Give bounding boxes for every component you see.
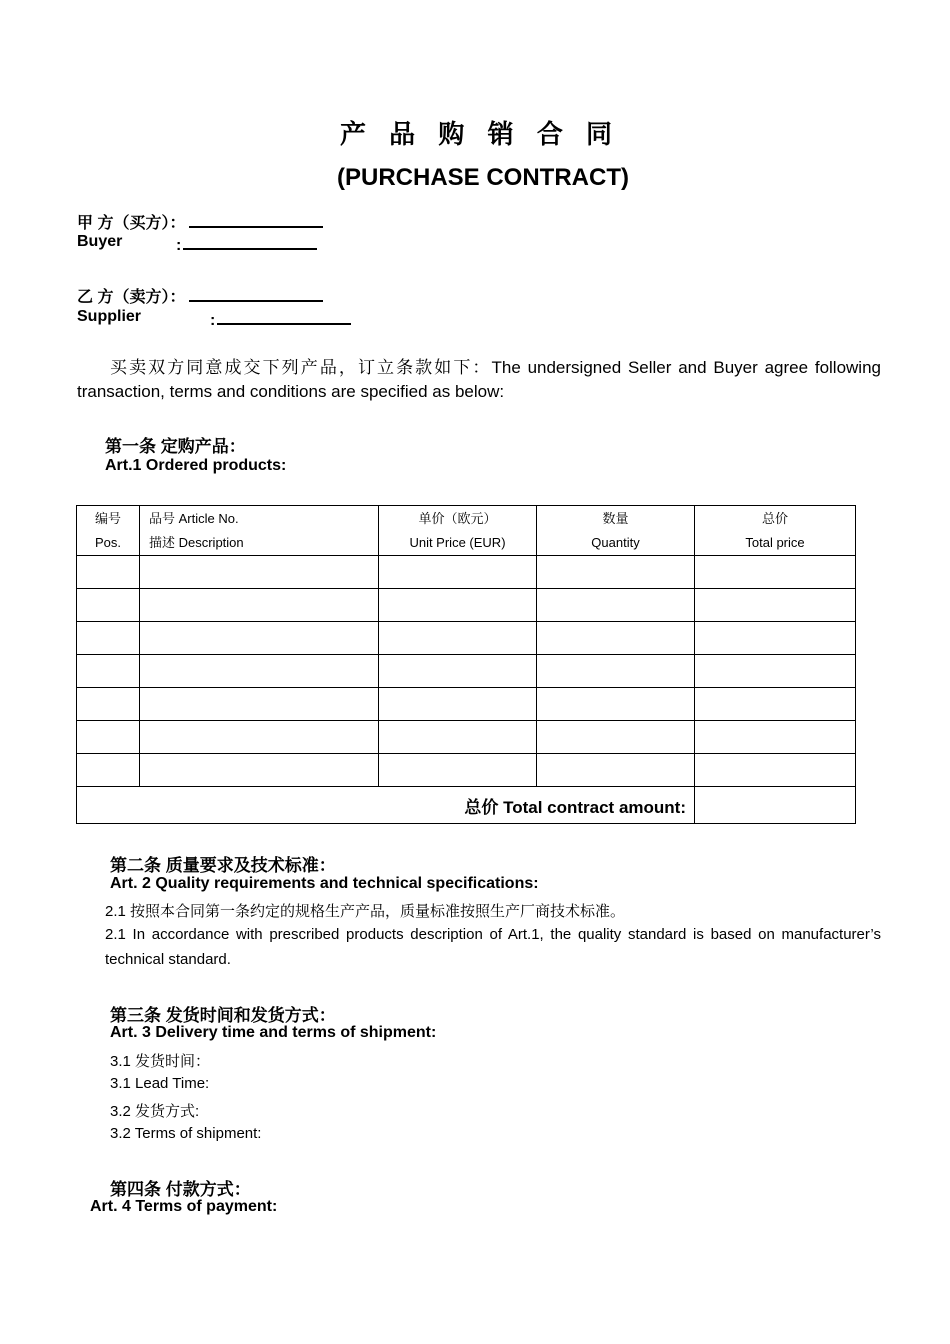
cell-quantity[interactable]	[537, 721, 695, 754]
intro-paragraph: 买卖双方同意成交下列产品，订立条款如下：The undersigned Seller and Buyer agree following transaction, terms and conditions are specified as below:	[77, 358, 881, 401]
cell-quantity[interactable]	[537, 754, 695, 787]
table-row	[77, 589, 856, 622]
table-row	[77, 754, 856, 787]
cell-total-price[interactable]	[695, 556, 856, 589]
cell-article[interactable]	[140, 655, 379, 688]
total-contract-amount-cell[interactable]	[695, 787, 856, 824]
supplier-cn-line	[77, 284, 323, 307]
header-pos: 编号 Pos.	[77, 506, 140, 556]
buyer-cn-line	[77, 210, 323, 233]
supplier-en-blank[interactable]	[217, 308, 351, 325]
cell-quantity[interactable]	[537, 589, 695, 622]
art3-title-en: Art. 3 Delivery time and terms of shipment:	[110, 1024, 437, 1041]
cell-pos[interactable]	[77, 688, 140, 721]
cell-article[interactable]	[140, 622, 379, 655]
table-row	[77, 721, 856, 754]
cell-quantity[interactable]	[537, 622, 695, 655]
art1-title-cn: 第一条 定购产品：	[105, 437, 246, 456]
title-english: (PURCHASE CONTRACT)	[337, 164, 629, 191]
header-unit-price: 单价（欧元） Unit Price (EUR)	[379, 506, 537, 556]
cell-pos[interactable]	[77, 622, 140, 655]
products-table	[76, 505, 856, 824]
cell-total-price[interactable]	[695, 688, 856, 721]
table-header-row	[77, 506, 856, 556]
cell-unit-price[interactable]	[379, 655, 537, 688]
cell-unit-price[interactable]	[379, 556, 537, 589]
table-row	[77, 688, 856, 721]
art3-title-cn: 第三条 发货时间和发货方式：	[110, 1006, 336, 1025]
title-chinese: 产 品 购 销 合 同	[339, 119, 621, 149]
cell-unit-price[interactable]	[379, 688, 537, 721]
cell-quantity[interactable]	[537, 655, 695, 688]
art3-item1-en: 3.1 Lead Time:	[110, 1075, 210, 1092]
art1-title-en: Art.1 Ordered products:	[105, 457, 287, 474]
supplier-colon: :	[210, 312, 216, 329]
table-row	[77, 622, 856, 655]
cell-pos[interactable]	[77, 589, 140, 622]
supplier-cn-blank[interactable]	[189, 285, 323, 302]
table-row	[77, 655, 856, 688]
buyer-cn-label: 甲 方（买方）：	[77, 215, 186, 232]
supplier-cn-label: 乙 方（卖方）：	[77, 289, 186, 306]
table-row	[77, 556, 856, 589]
buyer-en-blank[interactable]	[183, 233, 317, 250]
cell-unit-price[interactable]	[379, 622, 537, 655]
art3-item2-en: 3.2 Terms of shipment:	[110, 1125, 262, 1142]
header-quantity: 数量 Quantity	[537, 506, 695, 556]
art2-title-cn: 第二条 质量要求及技术标准：	[110, 856, 336, 875]
art3-item2-cn: 3.2 发货方式:	[110, 1103, 200, 1120]
table-total-row	[77, 787, 856, 824]
header-total-price: 总价 Total price	[695, 506, 856, 556]
art4-title-cn: 第四条 付款方式：	[110, 1180, 251, 1199]
cell-unit-price[interactable]	[379, 589, 537, 622]
cell-total-price[interactable]	[695, 754, 856, 787]
buyer-en-line	[176, 233, 317, 255]
art4-title-en: Art. 4 Terms of payment:	[90, 1198, 278, 1215]
cell-article[interactable]	[140, 688, 379, 721]
cell-total-price[interactable]	[695, 655, 856, 688]
cell-quantity[interactable]	[537, 556, 695, 589]
art2-title-en: Art. 2 Quality requirements and technical specifications:	[110, 875, 539, 892]
cell-pos[interactable]	[77, 754, 140, 787]
cell-total-price[interactable]	[695, 622, 856, 655]
cell-unit-price[interactable]	[379, 754, 537, 787]
cell-article[interactable]	[140, 556, 379, 589]
art2-line-en: 2.1 In accordance with prescribed products description of Art.1, the quality standard is based on manufacturer’s technical standard.	[105, 926, 881, 968]
buyer-colon: :	[176, 237, 182, 254]
cell-pos[interactable]	[77, 556, 140, 589]
cell-total-price[interactable]	[695, 721, 856, 754]
supplier-en-label: Supplier	[77, 308, 142, 325]
art3-item1-cn: 3.1 发货时间：	[110, 1053, 211, 1070]
supplier-en-line	[210, 308, 351, 330]
cell-pos[interactable]	[77, 721, 140, 754]
cell-article[interactable]	[140, 589, 379, 622]
buyer-en-label: Buyer	[77, 233, 123, 250]
cell-quantity[interactable]	[537, 688, 695, 721]
total-contract-amount-label: 总价 Total contract amount:	[77, 787, 695, 824]
cell-article[interactable]	[140, 721, 379, 754]
header-article: 品号 Article No. 描述 Description	[140, 506, 379, 556]
art2-line-cn: 2.1 按照本合同第一条约定的规格生产产品，质量标准按照生产厂商技术标准。	[105, 903, 626, 920]
buyer-cn-blank[interactable]	[189, 211, 323, 228]
cell-pos[interactable]	[77, 655, 140, 688]
cell-total-price[interactable]	[695, 589, 856, 622]
cell-unit-price[interactable]	[379, 721, 537, 754]
cell-article[interactable]	[140, 754, 379, 787]
